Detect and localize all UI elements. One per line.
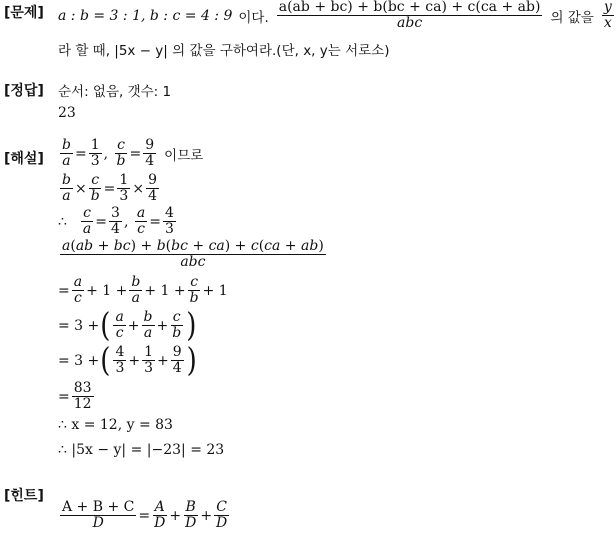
- hint-formula: $\frac{A + B + C}{D}$ = $\frac{A}{D}$ + $\frac{B}{D}$ + $\frac{C}{D}$: [62, 499, 228, 531]
- answer-line-1: 순서: 없음, 갯수: 1: [58, 84, 172, 100]
- solution-step-8: = $\frac{83}{12}$: [58, 380, 92, 412]
- solution-label: [해설]: [4, 151, 44, 167]
- solution-step-9: ∴ x = 12, y = 83: [58, 417, 173, 433]
- problem-big-fraction-denominator: abc: [397, 15, 423, 31]
- problem-text-value: 의 값을: [550, 9, 594, 26]
- solution-step-2: $\frac{b}{a}$ × $\frac{c}{b}$ = $\frac{1}{3}$ × $\frac{9}{4}$: [62, 172, 157, 204]
- problem-label: [문제]: [4, 5, 44, 21]
- hint-numerator: A + B + C: [62, 499, 135, 515]
- problem-big-fraction: [277, 0, 543, 31]
- solution-step-5: = $\frac{a}{c}$ + 1 + $\frac{b}{a}$ + 1 + $\frac{c}{b}$ + 1: [58, 274, 228, 306]
- solution-text-imeuro: 이므로: [164, 147, 204, 164]
- solution-step-3: ∴ $\frac{c}{a}$ = $\frac{3}{4}$ , $\frac{a}{c}$ = $\frac{4}{3}$: [58, 205, 174, 237]
- ratio-expression: a : b = 3 : 1, b : c = 4 : 9: [58, 7, 233, 24]
- solution-step-7: = 3 + ( $\frac{4}{3}$ + $\frac{1}{3}$ + $\frac{9}{4}$ ): [58, 341, 197, 380]
- problem-big-fraction-numerator: a(ab + bc) + b(bc + ca) + c(ca + ab): [278, 0, 541, 15]
- problem-line-1: [58, 0, 616, 31]
- answer-line-2: 23: [58, 105, 76, 121]
- solution-step-4: $\frac{a(ab + bc) + b(bc + ca) + c(ca + ab)}{\text{abc}}$: [62, 238, 324, 270]
- problem-line-2: 라 할 때, |5x − y| 의 값을 구하여라.(단, x, y는 서로소): [58, 43, 390, 59]
- hint-denominator: D: [92, 515, 104, 531]
- solution-step-1: $\frac{b}{a}$ = $\frac{1}{3}$ , $\frac{c}{b}$ = $\frac{9}{4}$ 이므로: [62, 137, 204, 169]
- hint-label: [힌트]: [4, 488, 44, 504]
- solution-step-10: ∴ |5x − y| = |−23| = 23: [58, 442, 225, 458]
- solution-step-6: = 3 + ( $\frac{a}{c}$ + $\frac{b}{a}$ + $\frac{c}{b}$ ): [58, 306, 197, 345]
- problem-y-over-x: $\frac{y}{x}$: [603, 0, 612, 31]
- answer-label: [정답]: [4, 83, 44, 99]
- problem-text-ida: 이다.: [238, 9, 269, 26]
